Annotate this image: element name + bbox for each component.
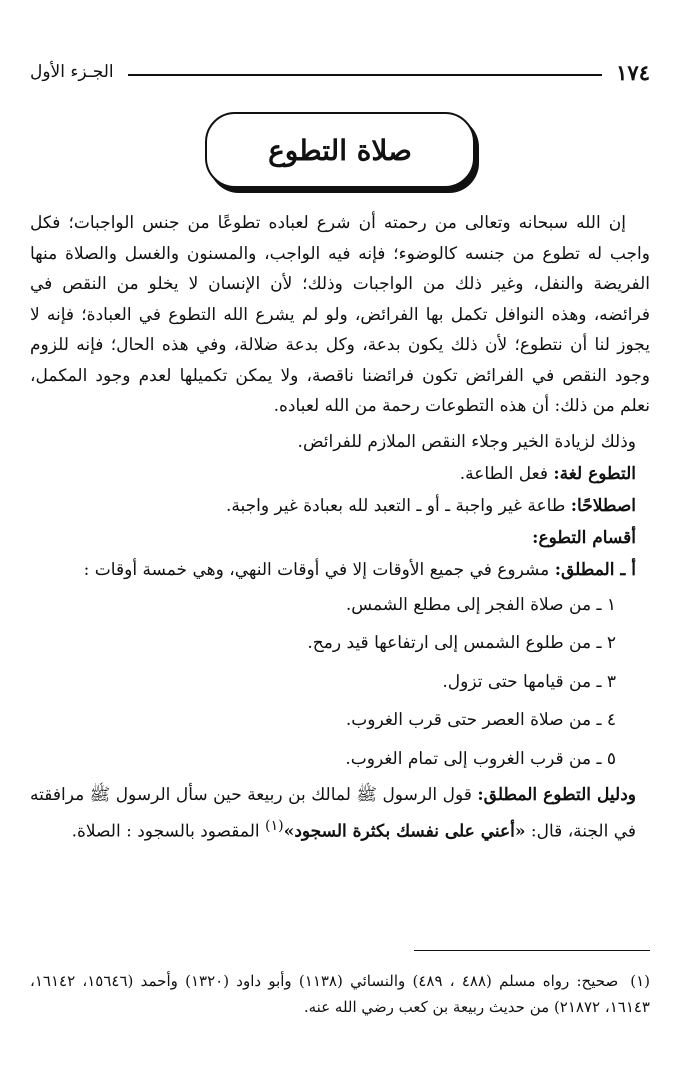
page-header: [30, 56, 650, 88]
body-text: [30, 208, 650, 847]
footnote-text: صحيح: رواه مسلم (٤٨٨ ، ٤٨٩) والنسائي (١١٣٨) وأبو داود (١٣٢٠) وأحمد (١٥٦٤٦، ١٦١٤٢، ١٦١٤٣، ٢١٨٧٢) من حديث ربيعة بن كعب رضي الله عنه.: [30, 972, 650, 1016]
chapter-title: صلاة التطوع: [268, 133, 412, 167]
footnote-reference[interactable]: (١): [265, 817, 284, 834]
footnote: [30, 968, 650, 1020]
absolute-type-label: أ ـ المطلق:: [554, 559, 636, 580]
part-label: الجـزء الأول: [30, 62, 114, 82]
definition-term: [30, 490, 650, 522]
hadith-quote: «أعني على نفسك بكثرة السجود»: [283, 821, 526, 842]
purpose-paragraph: وذلك لزيادة الخير وجلاء النقص الملازم للفرائض.: [297, 431, 636, 452]
absolute-type: [30, 554, 650, 586]
footnote-separator: [414, 950, 650, 951]
list-item: ٢ ـ من طلوع الشمس إلى ارتفاعها قيد رمح.: [307, 633, 616, 653]
intro-paragraph: إن الله سبحانه وتعالى من رحمته أن شرع لعباده تطوعًا من جنس الواجبات؛ فكل واجب له تطوع من جنسه كالوضوء؛ فإنه فيه الواجب، والمسنون والغسل والصلاة منها الفريضة والنفل، وغير ذلك من الواجبات وذلك؛ لأن الإنسان لا يخلو من النقص في فرائضه، وهذه النوافل تكمل بها الفرائض، ولو لم يشرع الله التطوع في العبادة؛ فإنه لا يجوز لنا أن نتطوع؛ لأن ذلك يكون بدعة، وكل بدعة ضلالة، وفي هذه الحال؛ فإنه للزوم وجود النقص في الفرائض تكون فرائضنا ناقصة، ولا يمكن تكميلها لعدم وجود المكمل، نعلم من ذلك: أن هذه التطوعات رحمة من الله لعباده.: [30, 213, 650, 416]
list-item: ٥ ـ من قرب الغروب إلى تمام الغروب.: [345, 748, 616, 769]
definition-language-text: فعل الطاعة.: [459, 463, 554, 484]
evidence-text-2: المقصود بالسجود : الصلاة.: [71, 821, 266, 842]
footnote-mark: (١): [630, 972, 650, 990]
evidence-label: ودليل التطوع المطلق:: [477, 785, 636, 805]
absolute-type-text: مشروع في جميع الأوقات إلا في أوقات النهي، وهي خمسة أوقات :: [83, 559, 555, 580]
definition-language-label: التطوع لغة:: [553, 463, 636, 484]
definition-term-label: اصطلاحًا:: [570, 495, 636, 516]
evidence-text-1: قول الرسول ﷺ لمالك بن ربيعة حين سأل الرسول ﷺ مرافقته في الجنة، قال:: [30, 785, 636, 842]
chapter-title-box: [205, 112, 475, 188]
definition-term-text: طاعة غير واجبة ـ أو ـ التعبد لله بعبادة غير واجبة.: [225, 495, 571, 516]
list-item: ٣ ـ من قيامها حتى تزول.: [442, 671, 616, 692]
evidence-paragraph: [30, 780, 650, 847]
header-rule: [128, 74, 603, 76]
list-item: ١ ـ من صلاة الفجر إلى مطلع الشمس.: [345, 594, 616, 615]
page-number: ١٧٤: [616, 59, 650, 85]
list-item: ٤ ـ من صلاة العصر حتى قرب الغروب.: [345, 710, 616, 730]
types-heading: أقسام التطوع:: [532, 527, 636, 548]
definition-language: [30, 458, 650, 490]
